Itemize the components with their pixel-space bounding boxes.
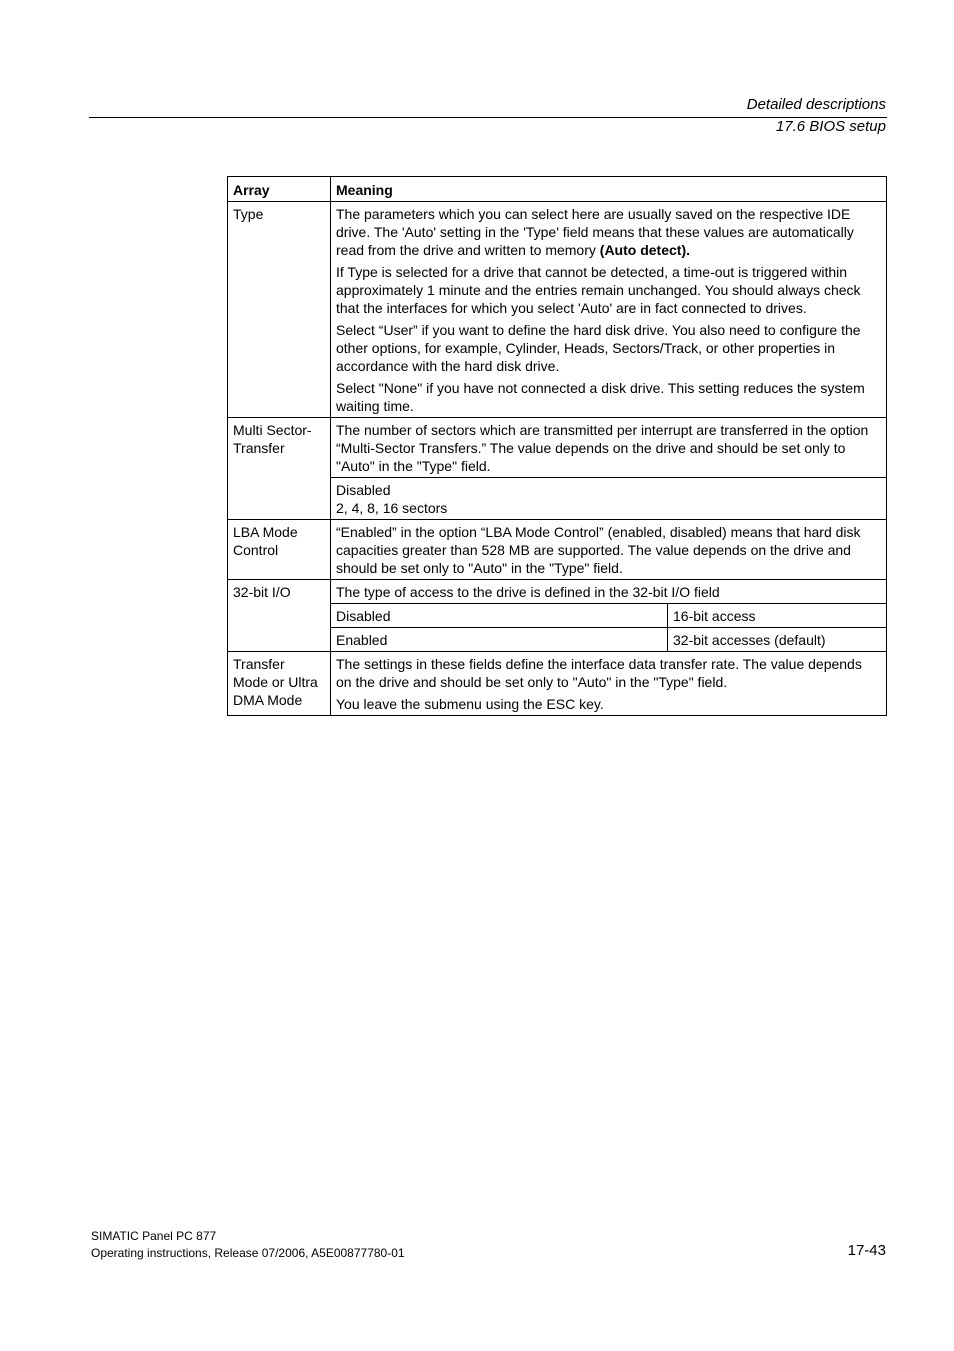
row-meaning: The type of access to the drive is defined in the 32-bit I/O field — [331, 580, 887, 604]
option-value: 16-bit access — [668, 604, 887, 628]
row-meaning — [331, 202, 887, 418]
row-label-line: Mode or Ultra — [233, 674, 318, 690]
paragraph: Select “User” if you want to define the hard disk drive. You also need to configure the other options, for example, Cylinder, Heads, Sectors/Track, or other properties in accordance with the hard disk drive. — [336, 322, 861, 374]
table-row-32bit-io — [228, 580, 887, 604]
column-header-meaning: Meaning — [331, 177, 887, 202]
row-options — [331, 478, 887, 520]
option-setting: Enabled — [331, 628, 668, 652]
header-divider — [89, 117, 887, 118]
row-label-line: DMA Mode — [233, 692, 303, 708]
row-meaning — [331, 652, 887, 716]
table-row-type — [228, 202, 887, 418]
table-header-row — [228, 177, 887, 202]
running-header — [747, 94, 886, 138]
footer-info — [91, 1228, 405, 1262]
row-label-line: LBA Mode — [233, 524, 298, 540]
paragraph: Select "None" if you have not connected a disk drive. This setting reduces the system waiting time. — [336, 380, 865, 414]
row-label-line: Transfer — [233, 440, 285, 456]
chapter-title: Detailed descriptions — [746, 96, 886, 113]
row-meaning: The number of sectors which are transmitted per interrupt are transferred in the option “Multi-Sector Transfers.” The value depends on the drive and should be set only to "Auto" in the "Type" field. — [331, 418, 887, 478]
bios-settings-table — [227, 176, 887, 716]
paragraph — [336, 205, 881, 259]
footer-release: Operating instructions, Release 07/2006, A5E00877780-01 — [91, 1246, 405, 1260]
row-label-line: Multi Sector- — [233, 422, 312, 438]
table-row-lba — [228, 520, 887, 580]
row-label: 32-bit I/O — [228, 580, 331, 652]
paragraph: You leave the submenu using the ESC key. — [336, 696, 604, 712]
row-label — [228, 418, 331, 520]
footer-product: SIMATIC Panel PC 877 — [91, 1229, 217, 1243]
option-value: 2, 4, 8, 16 sectors — [336, 500, 448, 516]
option-value: 32-bit accesses (default) — [668, 628, 887, 652]
row-label-line: Control — [233, 542, 279, 558]
row-label — [228, 652, 331, 716]
page-number: 17-43 — [847, 1242, 886, 1259]
paragraph-text: The parameters which you can select here are usually saved on the respective IDE drive. The 'Auto' setting in the 'Type' field means that these values are automatically read from the drive and written to memory — [336, 206, 854, 258]
row-label-line: Transfer — [233, 656, 285, 672]
paragraph: If Type is selected for a drive that cannot be detected, a time-out is triggered within approximately 1 minute and the entries remain unchanged. You should always check that the interfaces for which you select 'Auto' are in fact connected to drives. — [336, 264, 861, 316]
table-row-transfer-mode — [228, 652, 887, 716]
table-row-multi-sector — [228, 418, 887, 478]
option-value: Disabled — [336, 482, 391, 498]
bold-term: (Auto detect). — [599, 242, 690, 258]
section-title: 17.6 BIOS setup — [775, 118, 886, 135]
paragraph: The settings in these fields define the interface data transfer rate. The value depends on the drive and should be set only to "Auto" in the "Type" field. — [336, 656, 862, 690]
row-meaning: “Enabled” in the option “LBA Mode Control” (enabled, disabled) means that hard disk capacities greater than 528 MB are supported. The value depends on the drive and should be set only to "Auto" in the "Type" field. — [331, 520, 887, 580]
row-label — [228, 520, 331, 580]
row-label: Type — [228, 202, 331, 418]
column-header-array: Array — [228, 177, 331, 202]
option-setting: Disabled — [331, 604, 668, 628]
